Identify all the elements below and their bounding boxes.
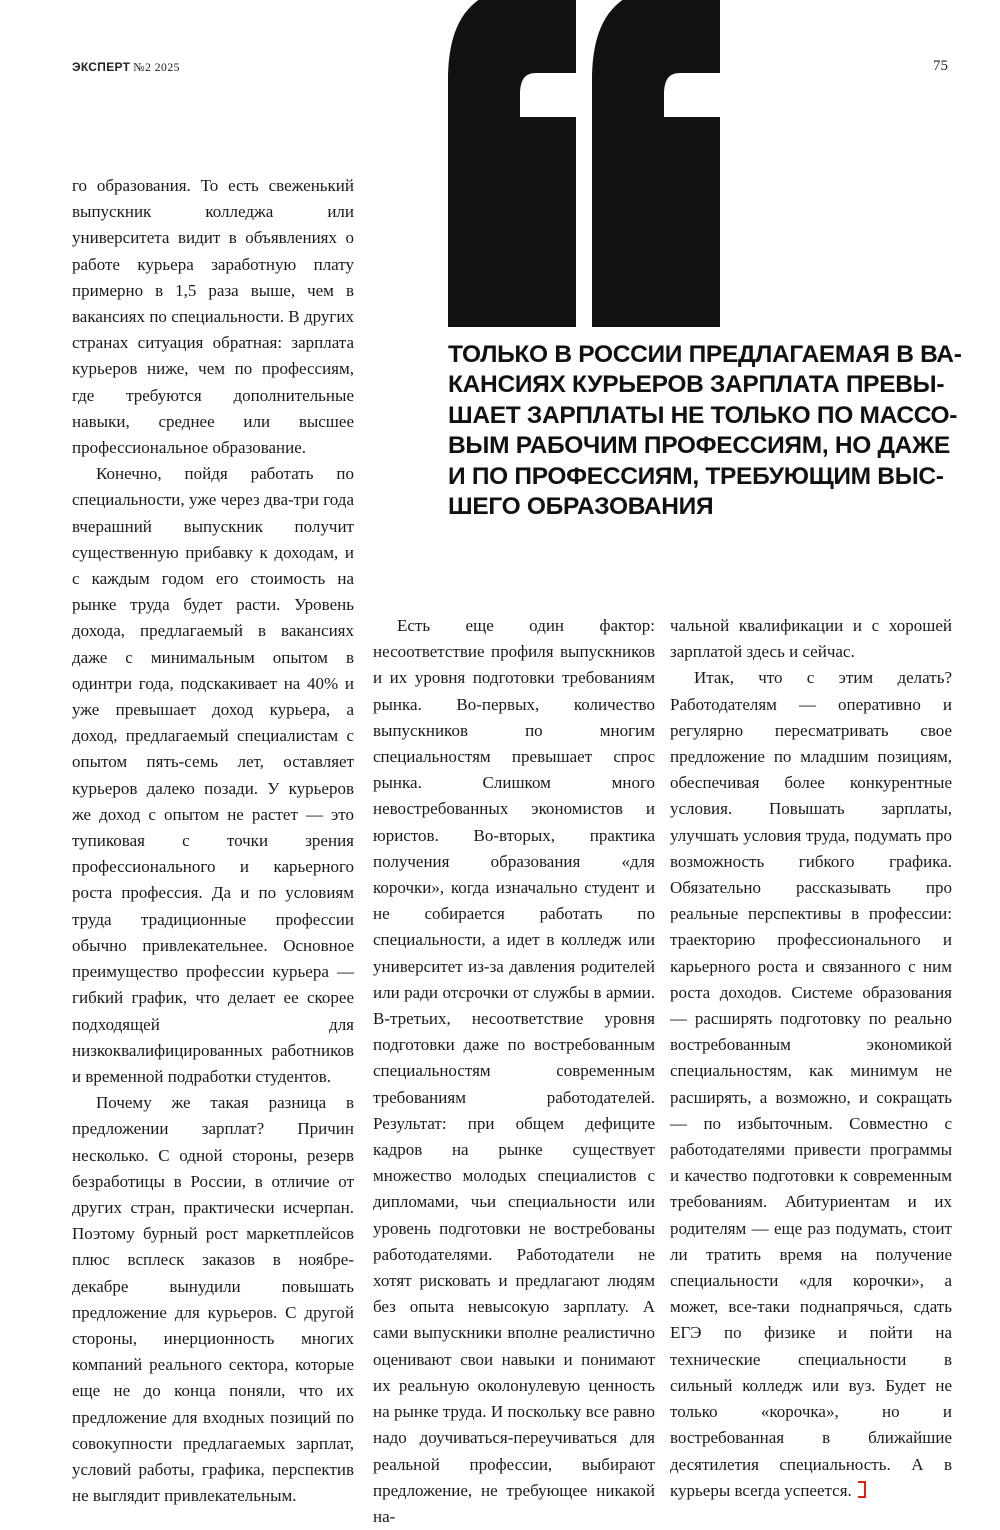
- article-paragraph: Есть еще один фактор: несоответствие профиля выпускников и их уровня подготовки требованиям рынка. Во-первых, количество выпускников по многим специальностям превышает спрос рынка. Слишком много невостребованных экономистов и юристов. Во-вторых, практика получения образования «для корочки», когда изначально студент и не собирается работать по специальности, а идет в колледж или университет из-за давления родителей или ради отсрочки от службы в армии. В-третьих, несоответствие уровня подготовки даже по востребованным специальностям современным требованиям работодателей. Результат: при общем дефиците кадров на рынке существует множество молодых специалистов с дипломами, чьи специальности или уровень подготовки не востребованы работодателями. Работодатели не хотят рисковать и предлагают людям без опыта невысокую зарплату. А сами выпускники вполне реалистично оценивают свои навыки и понимают их реальную околонулевую ценность на рынке труда. И поскольку все равно надо доучиваться-переучиваться для реальной профессии, выбирают предложение, не требующее никакой на-: [373, 616, 655, 1526]
- page-number: 75: [933, 58, 948, 74]
- end-of-article-icon: [858, 1481, 866, 1498]
- article-column-2: [373, 613, 655, 1530]
- pull-quote-line: КАНСИЯХ КУРЬЕРОВ ЗАРПЛАТА ПРЕВЫ-: [448, 371, 945, 399]
- pull-quote-line: ВЫМ РАБОЧИМ ПРОФЕССИЯМ, НО ДАЖЕ: [448, 432, 950, 460]
- issue-number: №2 2025: [133, 60, 180, 74]
- running-header: [72, 60, 180, 75]
- article-column-3: [670, 613, 952, 1504]
- article-paragraph: го образования. То есть свеженький выпускник колледжа или университета видит в объявлениях о работе курьера заработную плату примерно в 1,5 раза выше, чем в вакансиях по специальности. В других странах ситуация обратная: зарплата курьеров ниже, чем по профессиям, где требуются дополнительные навыки, среднее или высшее профессиональное образование.: [72, 176, 354, 458]
- pull-quote: [448, 340, 968, 522]
- opening-quote-marks-icon-second: [592, 0, 742, 327]
- article-paragraph: Конечно, пойдя работать по специальности, уже через два-три года вчерашний выпускник получит существенную прибавку к доходам, и с каждым годом его стоимость на рынке труда будет расти. Уровень дохода, предлагаемый в вакансиях даже с минимальным опытом в одинтри года, подскакивает на 40% и уже превышает доход курьера, а доход, предлагаемый специалистам с опытом пять-семь лет, оставляет курьеров далеко позади. У курьеров же доход с опытом не растет — это тупиковая с точки зрения профессионального и карьерного роста профессия. Да и по условиям труда традиционные профессии обычно привлекательнее. Основное преимущество профессии курьера — гибкий график, что делает ее скорее подходящей для низкоквалифицированных работников и временной подработки студентов.: [72, 464, 354, 1086]
- pull-quote-line: ШЕГО ОБРАЗОВАНИЯ: [448, 493, 714, 521]
- pull-quote-line: И ПО ПРОФЕССИЯМ, ТРЕБУЮЩИМ ВЫС-: [448, 462, 944, 490]
- pull-quote-line: ТОЛЬКО В РОССИИ ПРЕДЛАГАЕМАЯ В ВА-: [448, 341, 962, 368]
- article-paragraph: Почему же такая разница в предложении зарплат? Причин несколько. С одной стороны, резерв безработицы в России, в отличие от других стран, практически исчерпан. Поэтому бурный рост маркетплейсов плюс всплеск заказов в ноябре-декабре вынудили повышать предложение для курьеров. С другой стороны, инерционность многих компаний реального сектора, которые еще не до конца поняли, что их предложение для входных позиций по совокупности предлагаемых зарплат, условий работы, графика, перспектив не выглядит привлекательным.: [72, 1093, 354, 1506]
- pull-quote-line: ШАЕТ ЗАРПЛАТЫ НЕ ТОЛЬКО ПО МАССО-: [448, 401, 958, 429]
- opening-quote-marks-icon: [448, 0, 598, 327]
- article-column-1: [72, 173, 354, 1509]
- magazine-name: ЭКСПЕРТ: [72, 60, 131, 74]
- final-paragraph-text: Итак, что с этим делать? Работодателям — оперативно и регулярно пересматривать свое предложение по младшим позициям, обеспечивая более конкурентные условия. Повышать зарплаты, улучшать условия труда, подумать про возможность гибкого графика. Обязательно рассказывать про реальные перспективы в профессии: траекторию профессионального и карьерного роста и связанного с ним роста доходов. Системе образования — расширять подготовку по реально востребованным экономикой специальностям, как минимум не расширять, а возможно, и сокращать — по избыточным. Совместно с работодателями привести программы и качество подготовки к современным требованиям. Абитуриентам и их родителям — еще раз подумать, стоит ли тратить время на получение специальности «для корочки», а может, все-таки поднапрячься, сдать ЕГЭ по физике и пойти на технические специальности в сильный колледж или вуз. Будет не только «корочка», но и востребованная в ближайшие десятилетия специальность. А в курьеры всегда успеется.: [670, 668, 952, 1500]
- article-paragraph: чальной квалификации и с хорошей зарплатой здесь и сейчас.: [670, 616, 952, 662]
- article-paragraph-final: [670, 665, 952, 1504]
